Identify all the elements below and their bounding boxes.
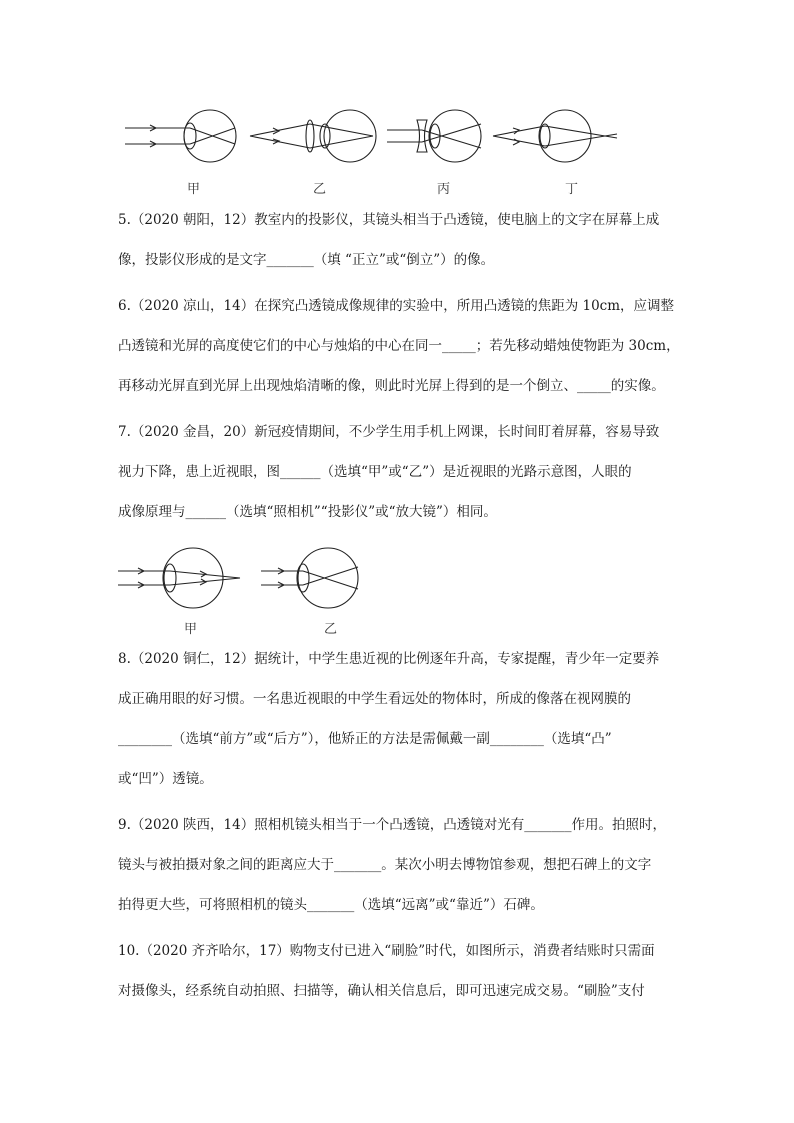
fig-top-label-yi: 乙 [313,182,327,197]
question-8-line-4: 或“凹”）透镜。 [118,771,213,787]
question-8-line-2: 成正确用眼的好习惯。一名患近视眼的中学生看远处的物体时，所成的像落在视网膜的 [118,691,631,707]
question-8 [118,639,678,799]
eye-diagrams-mid [118,543,368,615]
question-6-line-3: 再移动光屏直到光屏上出现烛焰清晰的像，则此时光屏上得到的是一个倒立、_____的实像。 [118,378,665,394]
eye-diagram-bing [387,110,481,162]
question-6 [118,286,678,406]
eye-diagrams-mid-svg [118,543,368,615]
fig-top-label-bing: 丙 [437,182,451,197]
question-7-line-3: 成像原理与______（选填“照相机”“投影仪”或“放大镜”）相同。 [118,504,497,520]
question-7 [118,412,678,532]
question-9-line-2: 镜头与被拍摄对象之间的距离应大于_______。某次小明去博物馆参观，想把石碑上的文字 [118,857,652,873]
eye-diagram-jia [125,110,236,162]
fig-mid-label-yi: 乙 [324,622,338,637]
question-5-line-2: 像，投影仪形成的是文字_______（填 “正立”或“倒立”）的像。 [118,252,495,268]
question-10 [118,931,678,1011]
fig-mid-label-jia: 甲 [184,622,198,637]
fig-top-label-ding: 丁 [565,182,579,197]
question-7-line-2: 视力下降，患上近视眼，图______（选填“甲”或“乙”）是近视眼的光路示意图，人眼的 [118,464,632,480]
question-9-line-3: 拍得更大些，可将照相机的镜头_______（选填“远离”或“靠近”）石碑。 [118,897,544,913]
fig-top-label-jia: 甲 [187,182,201,197]
question-6-line-1: 6.（2020 凉山，14）在探究凸透镜成像规律的实验中，所用凸透镜的焦距为 10cm，应调整 [118,298,675,314]
eye-diagram-ding [493,110,617,162]
question-5 [118,200,678,280]
eye-diagrams-top-svg [125,108,625,168]
question-10-line-1: 10.（2020 齐齐哈尔，17）购物支付已进入“刷脸”时代，如图所示，消费者结账时只需面 [118,943,655,959]
question-8-line-1: 8.（2020 铜仁，12）据统计，中学生患近视的比例逐年升高，专家提醒，青少年一定要养 [118,651,660,667]
question-9 [118,805,678,925]
mid-eye-diagram-jia [118,548,240,608]
question-5-line-1: 5.（2020 朝阳，12）教室内的投影仪，其镜头相当于凸透镜，使电脑上的文字在屏幕上成 [118,212,660,228]
question-7-line-1: 7.（2020 金昌，20）新冠疫情期间，不少学生用手机上网课，长时间盯着屏幕，容易导致 [118,424,660,440]
question-6-line-2: 凸透镜和光屏的高度使它们的中心与烛焰的中心在同一_____；若先移动蜡烛使物距为 30cm， [118,338,680,354]
question-10-line-2: 对摄像头，经系统自动拍照、扫描等，确认相关信息后，即可迅速完成交易。“刷脸”支付 [118,983,645,999]
eye-diagrams-top [125,108,625,168]
mid-eye-diagram-yi [261,548,358,608]
question-9-line-1: 9.（2020 陕西，14）照相机镜头相当于一个凸透镜，凸透镜对光有_______作用。拍照时， [118,817,666,833]
question-8-line-3: ________（选填“前方”或“后方”），他矫正的方法是需佩戴一副________（选填“凸” [118,731,612,747]
eye-diagram-yi [250,110,376,162]
